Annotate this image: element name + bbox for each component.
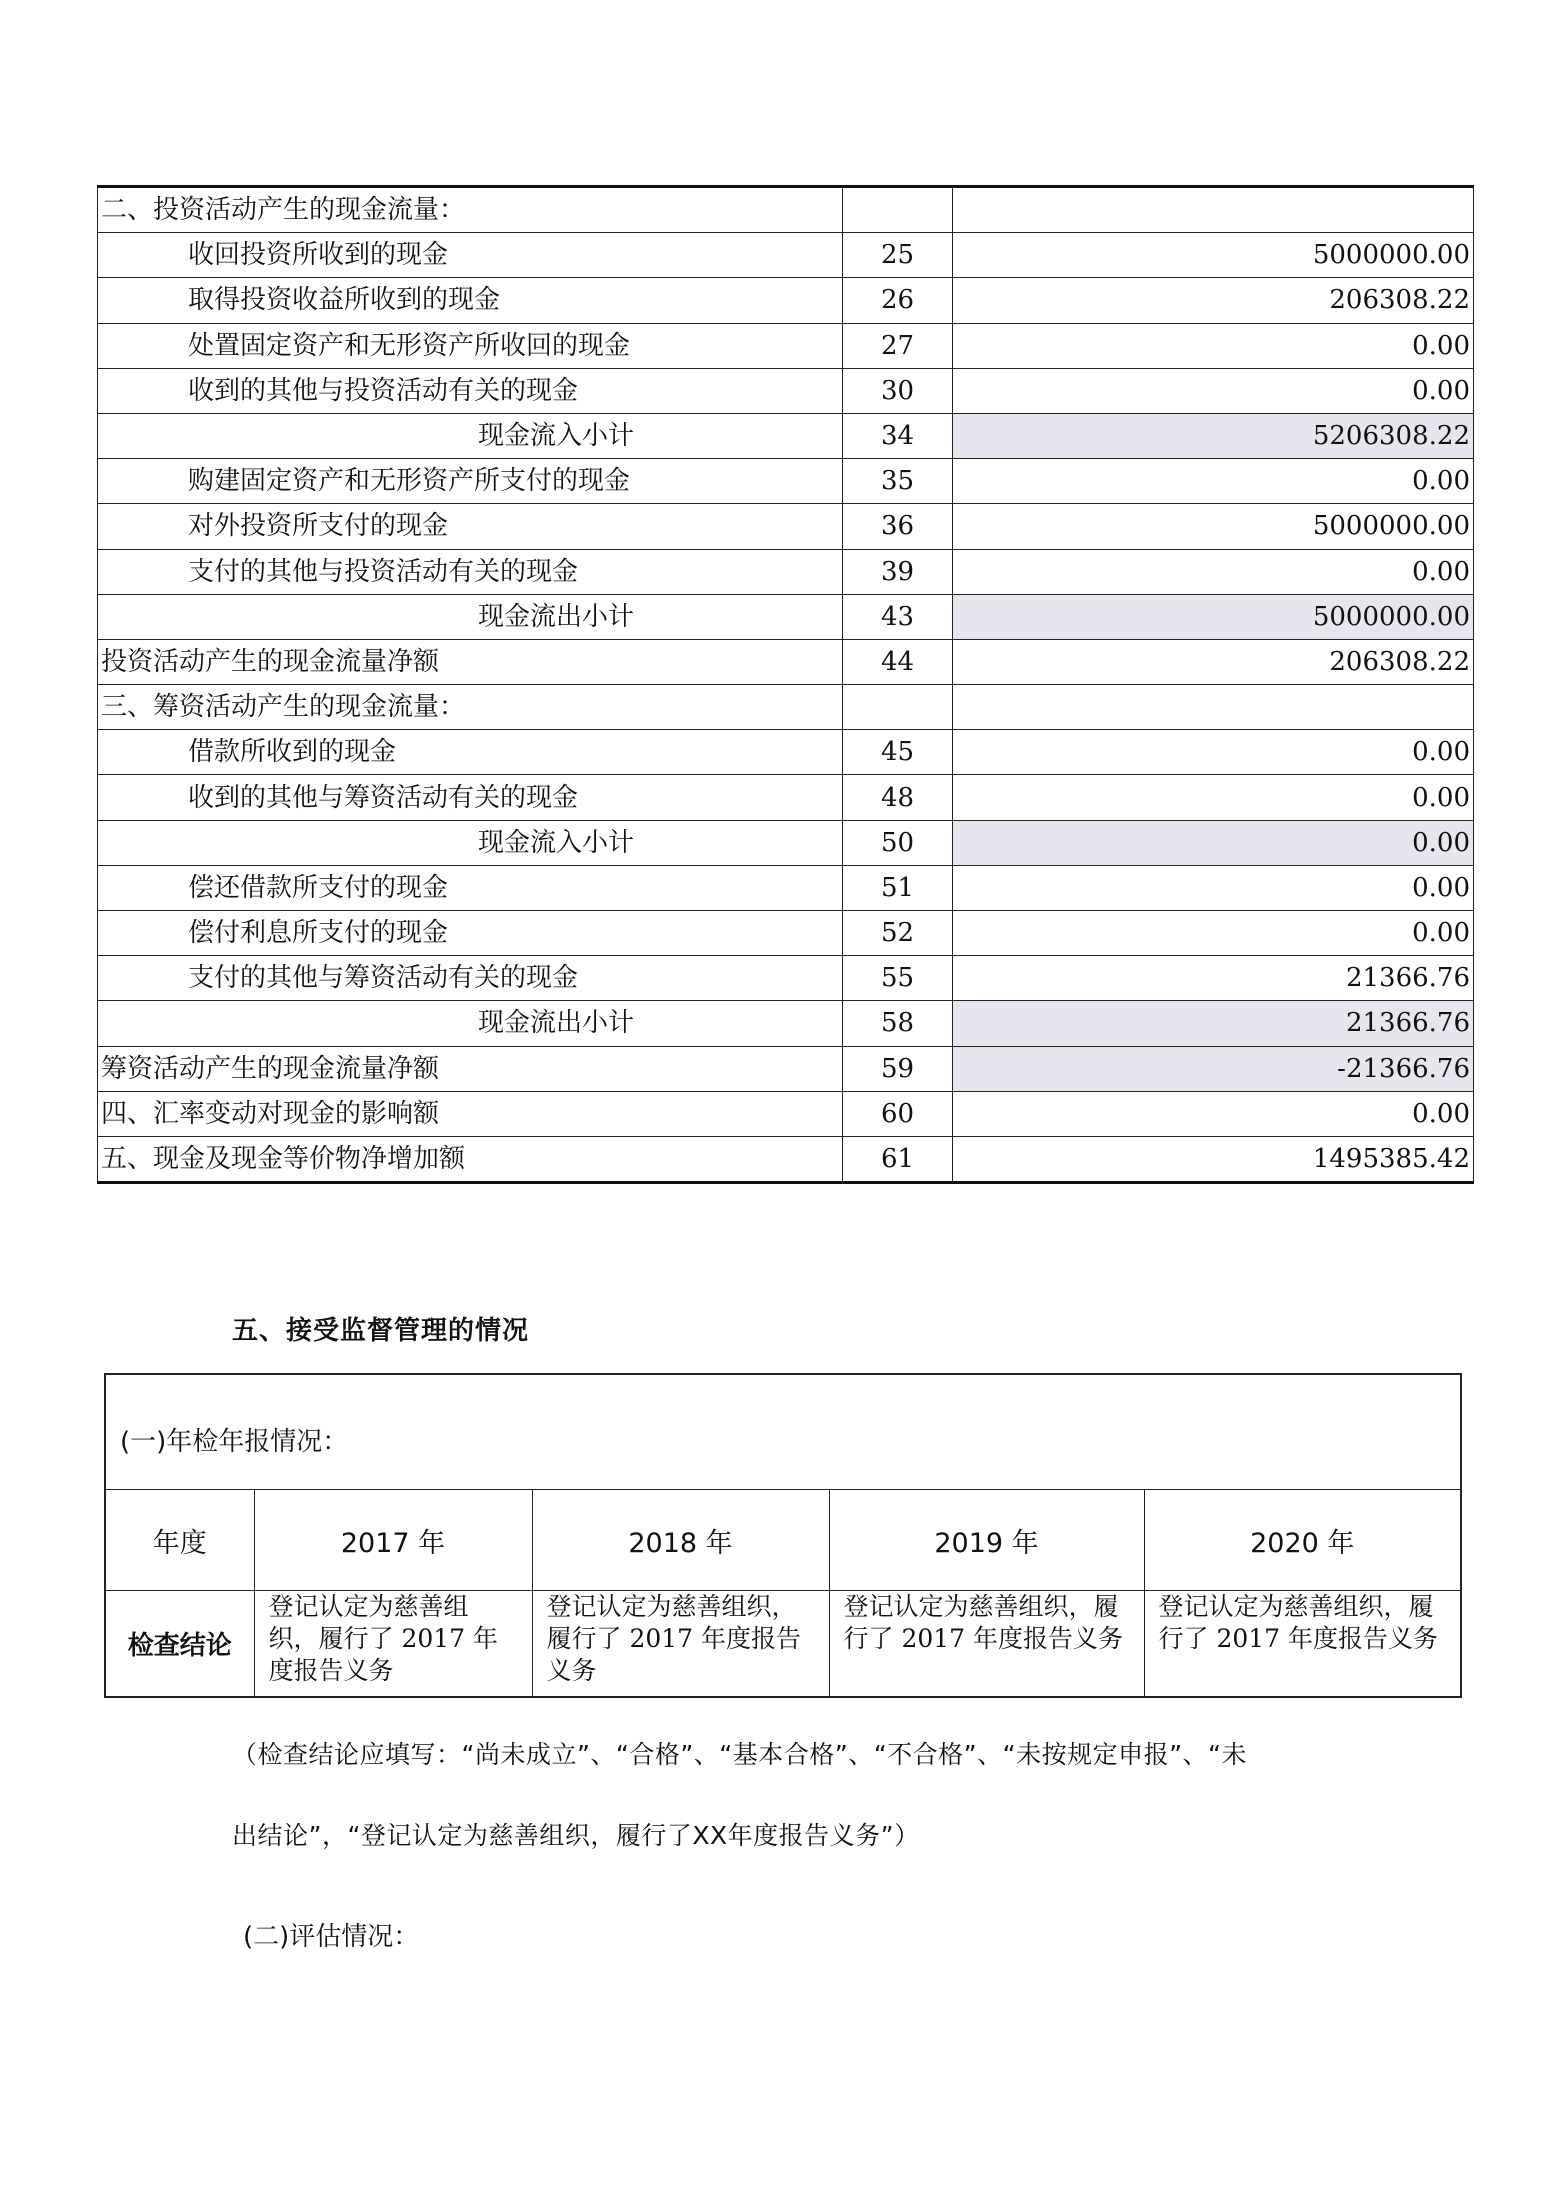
line-number <box>843 187 953 233</box>
table-row <box>98 956 1474 1001</box>
conclusion-cell: 登记认定为慈善组织，履行了 2017 年度报告义务 <box>1144 1591 1461 1698</box>
table-row <box>98 549 1474 594</box>
table-row <box>98 730 1474 775</box>
item-label: 收到的其他与筹资活动有关的现金 <box>98 775 843 820</box>
item-label: 取得投资收益所收到的现金 <box>98 278 843 323</box>
conclusion-note-line1: （检查结论应填写：“尚未成立”、“合格”、“基本合格”、“不合格”、“未按规定申报”、“未 <box>232 1740 1247 1769</box>
amount-value: 5000000.00 <box>953 594 1474 639</box>
item-label: 投资活动产生的现金流量净额 <box>98 639 843 684</box>
line-number: 25 <box>843 233 953 278</box>
amount-value: 1495385.42 <box>953 1136 1474 1182</box>
line-number: 50 <box>843 820 953 865</box>
line-number: 44 <box>843 639 953 684</box>
item-label: 借款所收到的现金 <box>98 730 843 775</box>
item-label: 二、投资活动产生的现金流量： <box>98 187 843 233</box>
item-label: 收到的其他与投资活动有关的现金 <box>98 368 843 413</box>
line-number: 45 <box>843 730 953 775</box>
line-number: 55 <box>843 956 953 1001</box>
amount-value: 0.00 <box>953 775 1474 820</box>
table-row <box>98 504 1474 549</box>
conclusion-cell: 登记认定为慈善组织，履行了 2017 年度报告义务 <box>254 1591 532 1698</box>
year-cell: 2019 年 <box>829 1490 1144 1591</box>
annual-check-heading: (一)年检年报情况： <box>105 1374 1461 1490</box>
year-cell: 2018 年 <box>532 1490 829 1591</box>
table-row <box>98 1046 1474 1091</box>
item-label: 偿还借款所支付的现金 <box>98 865 843 910</box>
table-row <box>98 233 1474 278</box>
table-row <box>98 820 1474 865</box>
amount-value: 206308.22 <box>953 639 1474 684</box>
item-label: 现金流入小计 <box>98 413 843 458</box>
table-row <box>98 413 1474 458</box>
table-row <box>98 323 1474 368</box>
item-label: 三、筹资活动产生的现金流量： <box>98 685 843 730</box>
amount-value: 0.00 <box>953 549 1474 594</box>
conclusion-cell: 登记认定为慈善组织，履行了 2017 年度报告义务 <box>829 1591 1144 1698</box>
item-label: 五、现金及现金等价物净增加额 <box>98 1136 843 1182</box>
line-number: 51 <box>843 865 953 910</box>
amount-value: 0.00 <box>953 459 1474 504</box>
cash-flow-table <box>97 185 1474 1184</box>
table-row <box>98 459 1474 504</box>
amount-value: 0.00 <box>953 730 1474 775</box>
item-label: 现金流出小计 <box>98 594 843 639</box>
item-label: 收回投资所收到的现金 <box>98 233 843 278</box>
table-row <box>98 865 1474 910</box>
amount-value: 5000000.00 <box>953 233 1474 278</box>
conclusion-label: 检查结论 <box>105 1591 254 1698</box>
table-row <box>105 1591 1461 1698</box>
line-number: 59 <box>843 1046 953 1091</box>
amount-value: 21366.76 <box>953 956 1474 1001</box>
amount-value: 0.00 <box>953 1091 1474 1136</box>
amount-value: 21366.76 <box>953 1001 1474 1046</box>
item-label: 对外投资所支付的现金 <box>98 504 843 549</box>
item-label: 支付的其他与筹资活动有关的现金 <box>98 956 843 1001</box>
year-label: 年度 <box>105 1490 254 1591</box>
amount-value: 5000000.00 <box>953 504 1474 549</box>
item-label: 处置固定资产和无形资产所收回的现金 <box>98 323 843 368</box>
amount-value <box>953 685 1474 730</box>
table-row <box>105 1490 1461 1591</box>
evaluation-heading: (二)评估情况： <box>243 1922 420 1952</box>
table-row <box>98 187 1474 233</box>
item-label: 筹资活动产生的现金流量净额 <box>98 1046 843 1091</box>
amount-value: 0.00 <box>953 911 1474 956</box>
table-row <box>98 1001 1474 1046</box>
table-row <box>98 639 1474 684</box>
item-label: 四、汇率变动对现金的影响额 <box>98 1091 843 1136</box>
item-label: 购建固定资产和无形资产所支付的现金 <box>98 459 843 504</box>
section-title: 五、接受监督管理的情况 <box>232 1316 530 1346</box>
table-row <box>98 1091 1474 1136</box>
line-number: 34 <box>843 413 953 458</box>
item-label: 现金流出小计 <box>98 1001 843 1046</box>
item-label: 偿付利息所支付的现金 <box>98 911 843 956</box>
table-row <box>98 594 1474 639</box>
line-number: 30 <box>843 368 953 413</box>
amount-value: 0.00 <box>953 368 1474 413</box>
amount-value: -21366.76 <box>953 1046 1474 1091</box>
item-label: 现金流入小计 <box>98 820 843 865</box>
line-number: 60 <box>843 1091 953 1136</box>
amount-value: 0.00 <box>953 865 1474 910</box>
line-number: 48 <box>843 775 953 820</box>
conclusion-cell: 登记认定为慈善组织，履行了 2017 年度报告义务 <box>532 1591 829 1698</box>
table-row <box>98 685 1474 730</box>
amount-value <box>953 187 1474 233</box>
table-row <box>98 1136 1474 1182</box>
line-number: 35 <box>843 459 953 504</box>
table-row <box>105 1374 1461 1490</box>
year-cell: 2020 年 <box>1144 1490 1461 1591</box>
line-number: 27 <box>843 323 953 368</box>
line-number: 43 <box>843 594 953 639</box>
table-row <box>98 775 1474 820</box>
amount-value: 0.00 <box>953 820 1474 865</box>
line-number <box>843 685 953 730</box>
line-number: 61 <box>843 1136 953 1182</box>
table-row <box>98 911 1474 956</box>
item-label: 支付的其他与投资活动有关的现金 <box>98 549 843 594</box>
table-row <box>98 278 1474 323</box>
conclusion-note-line2: 出结论”，“登记认定为慈善组织，履行了XX年度报告义务”） <box>232 1821 920 1850</box>
amount-value: 5206308.22 <box>953 413 1474 458</box>
line-number: 39 <box>843 549 953 594</box>
amount-value: 206308.22 <box>953 278 1474 323</box>
annual-inspection-table <box>104 1373 1462 1698</box>
line-number: 58 <box>843 1001 953 1046</box>
amount-value: 0.00 <box>953 323 1474 368</box>
line-number: 36 <box>843 504 953 549</box>
table-row <box>98 368 1474 413</box>
line-number: 52 <box>843 911 953 956</box>
year-cell: 2017 年 <box>254 1490 532 1591</box>
line-number: 26 <box>843 278 953 323</box>
